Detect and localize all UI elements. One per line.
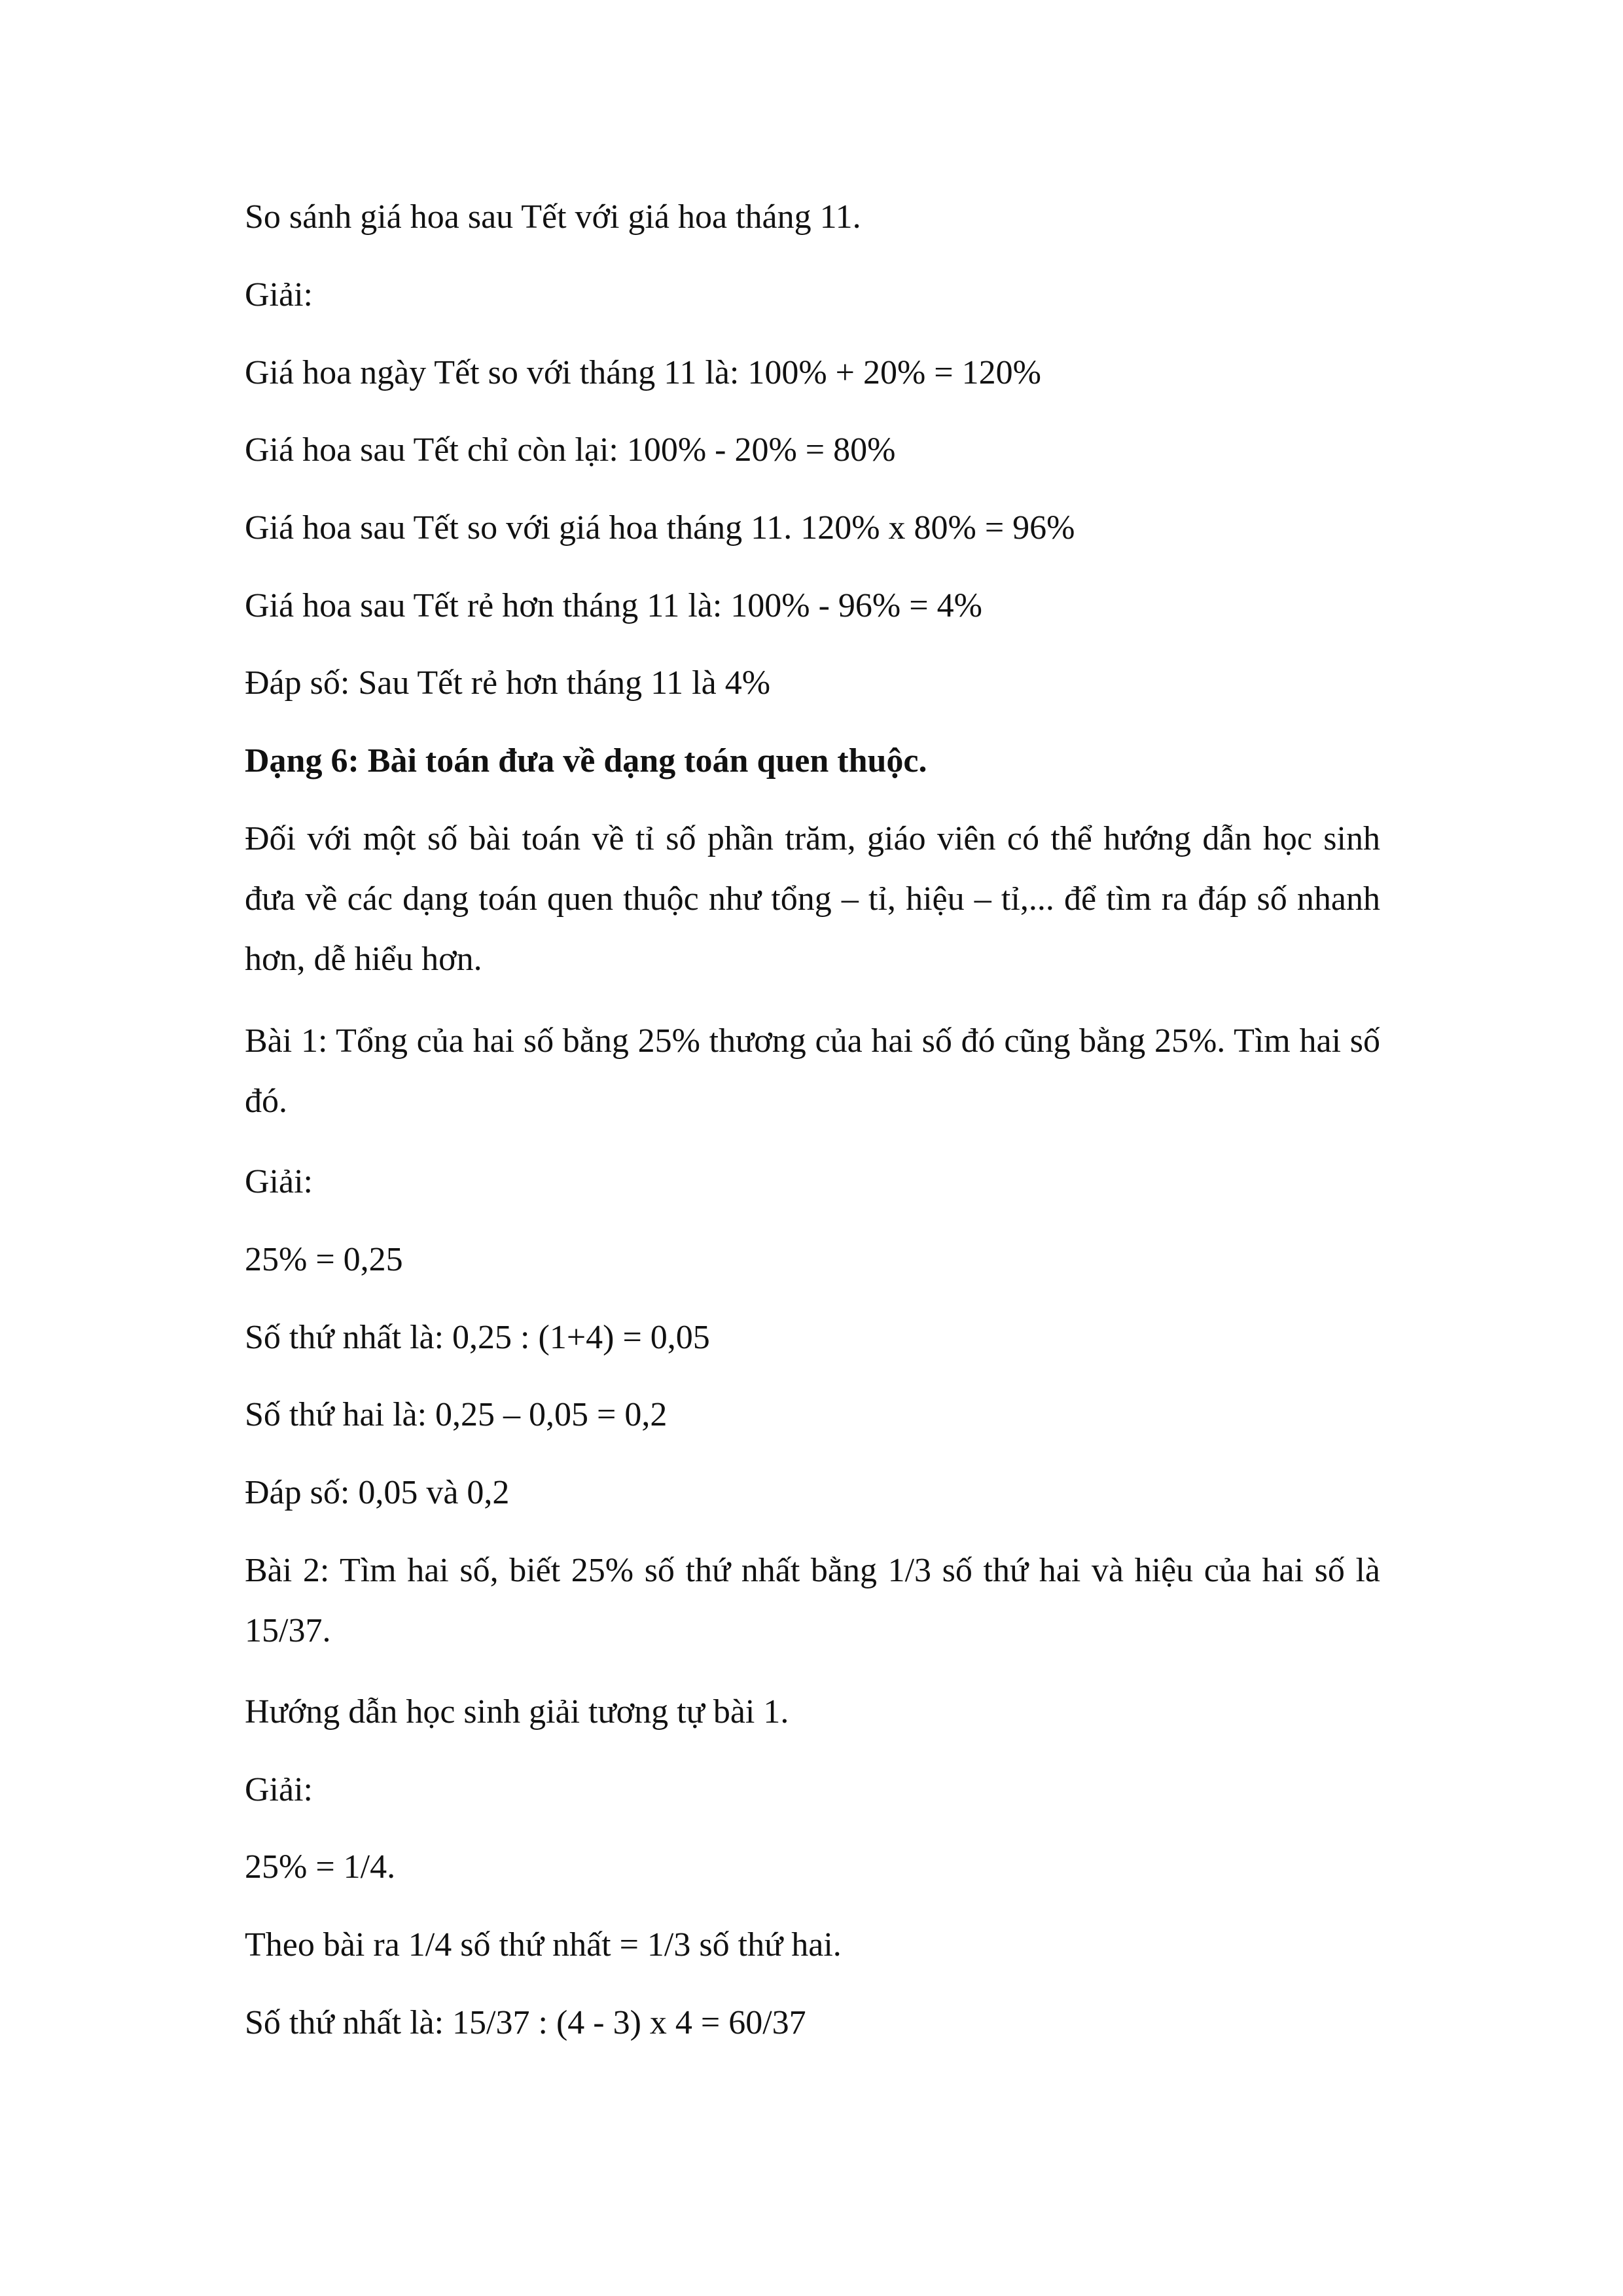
problem-2: Bài 2: Tìm hai số, biết 25% số thứ nhất bằng 1/3 số thứ hai và hiệu của hai số là 15/37. — [245, 1552, 1380, 1649]
text-line: 25% = 0,25 — [245, 1241, 403, 1278]
text-line: Hướng dẫn học sinh giải tương tự bài 1. — [245, 1693, 789, 1731]
text-line: Giá hoa ngày Tết so với tháng 11 là: 100% + 20% = 120% — [245, 354, 1041, 391]
text-line: 25% = 1/4. — [245, 1848, 396, 1886]
answer-line: Đáp số: Sau Tết rẻ hơn tháng 11 là 4% — [245, 664, 771, 702]
text-line: Số thứ nhất là: 15/37 : (4 - 3) x 4 = 60/37 — [245, 2004, 806, 2041]
text-line: Giá hoa sau Tết chỉ còn lại: 100% - 20% = 80% — [245, 431, 896, 469]
intro-paragraph: Đối với một số bài toán về tỉ số phần trăm, giáo viên có thể hướng dẫn học sinh đưa về các dạng toán quen thuộc như tổng – tỉ, hiệu – tỉ,... để tìm ra đáp số nhanh hơn, dễ hiểu hơn. — [245, 820, 1380, 978]
answer-line: Đáp số: 0,05 và 0,2 — [245, 1474, 510, 1511]
text-line: Giá hoa sau Tết so với giá hoa tháng 11. 120% x 80% = 96% — [245, 509, 1075, 547]
section-heading: Dạng 6: Bài toán đưa về dạng toán quen thuộc. — [245, 742, 927, 780]
text-line: Giải: — [245, 276, 313, 314]
text-line: Giải: — [245, 1771, 313, 1808]
text-line: Số thứ nhất là: 0,25 : (1+4) = 0,05 — [245, 1319, 710, 1356]
text-line: Giải: — [245, 1163, 313, 1200]
text-line: So sánh giá hoa sau Tết với giá hoa tháng 11. — [245, 198, 861, 236]
problem-1: Bài 1: Tổng của hai số bằng 25% thương của hai số đó cũng bằng 25%. Tìm hai số đó. — [245, 1022, 1380, 1120]
text-line: Theo bài ra 1/4 số thứ nhất = 1/3 số thứ hai. — [245, 1926, 842, 1964]
text-line: Số thứ hai là: 0,25 – 0,05 = 0,2 — [245, 1396, 668, 1433]
text-line: Giá hoa sau Tết rẻ hơn tháng 11 là: 100% - 96% = 4% — [245, 587, 982, 624]
